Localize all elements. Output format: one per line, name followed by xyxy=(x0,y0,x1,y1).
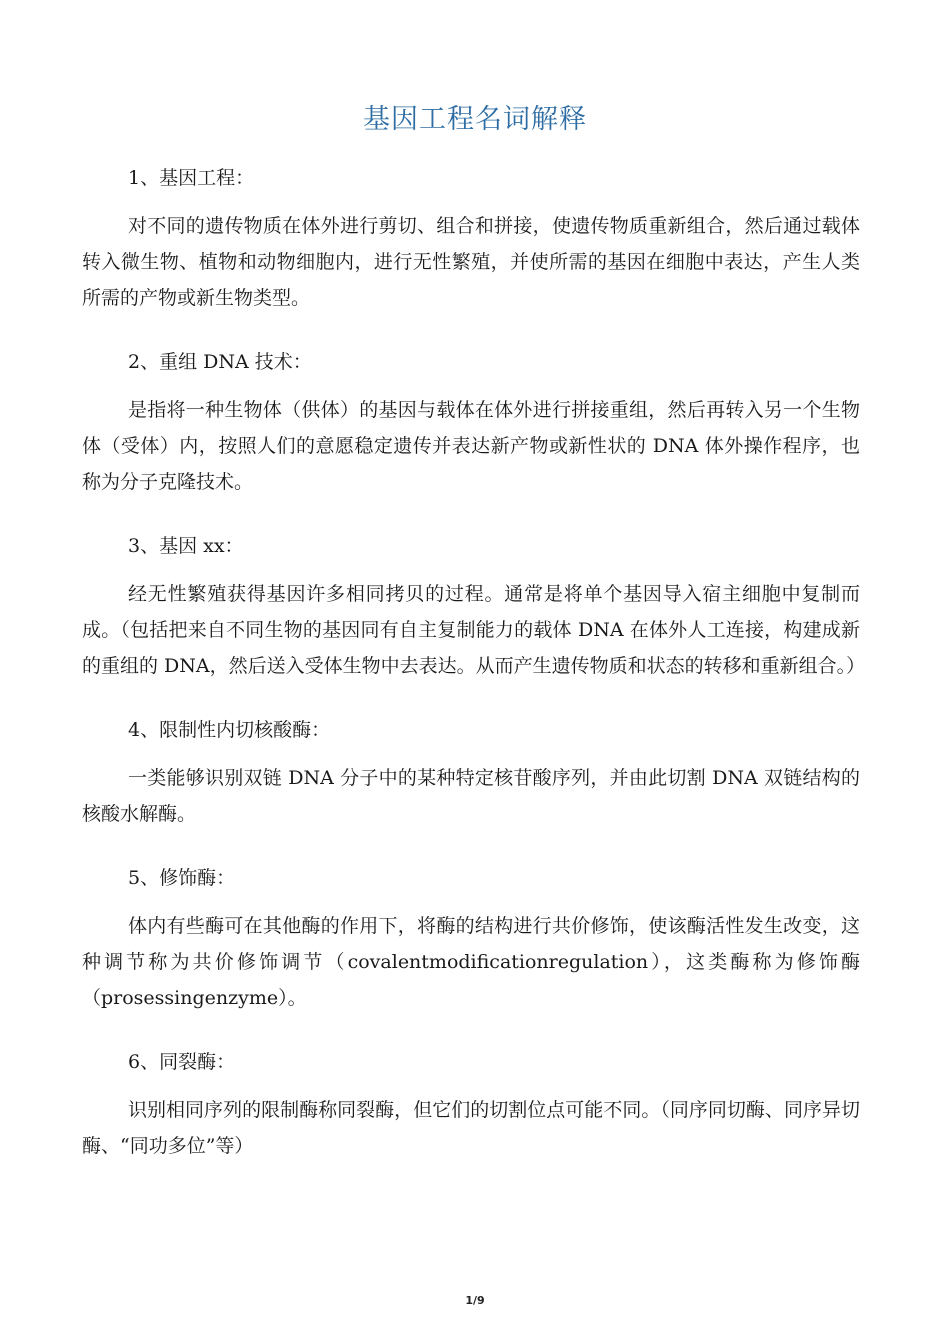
section-paragraph: 经无性繁殖获得基因许多相同拷贝的过程。通常是将单个基因导入宿主细胞中复制而成。（包括把来自不同生物的基因同有自主复制能力的载体 DNA 在体外人工连接，构建成新的重组的 DNA，然后送入受体生物中去表达。从而产生遗传物质和状态的转移和重新组合。） xyxy=(82,583,866,677)
section-heading: 2、重组 DNA 技术： xyxy=(128,351,312,373)
section-heading: 6、同裂酶： xyxy=(128,1051,236,1073)
document-body xyxy=(82,160,866,1192)
document-title: 基因工程名词解释 xyxy=(363,104,587,135)
section-paragraph: 识别相同序列的限制酶称同裂酶，但它们的切割位点可能不同。（同序同切酶、同序异切酶、“同功多位”等） xyxy=(82,1099,860,1157)
section-heading: 1、基因工程： xyxy=(128,167,255,189)
section-heading: 4、限制性内切核酸酶： xyxy=(128,719,331,741)
section-heading: 5、修饰酶： xyxy=(128,867,236,889)
section-paragraph: 对不同的遗传物质在体外进行剪切、组合和拼接，使遗传物质重新组合，然后通过载体转入微生物、植物和动物细胞内，进行无性繁殖，并使所需的基因在细胞中表达，产生人类所需的产物或新生物类型。 xyxy=(82,215,860,309)
section-heading: 3、基因 xx： xyxy=(128,535,244,557)
section-paragraph: 是指将一种生物体（供体）的基因与载体在体外进行拼接重组，然后再转入另一个生物体（受体）内，按照人们的意愿稳定遗传并表达新产物或新性状的 DNA 体外操作程序，也称为分子克隆技术。 xyxy=(82,399,860,493)
section-paragraph: 体内有些酶可在其他酶的作用下，将酶的结构进行共价修饰，使该酶活性发生改变，这种调节称为共价修饰调节（covalentmodificationregulation），这类酶称为修饰酶（prosessingenzyme）。 xyxy=(82,915,860,1009)
section-paragraph: 一类能够识别双链 DNA 分子中的某种特定核苷酸序列，并由此切割 DNA 双链结构的核酸水解酶。 xyxy=(82,767,860,825)
page-number: 1/9 xyxy=(465,1294,485,1307)
